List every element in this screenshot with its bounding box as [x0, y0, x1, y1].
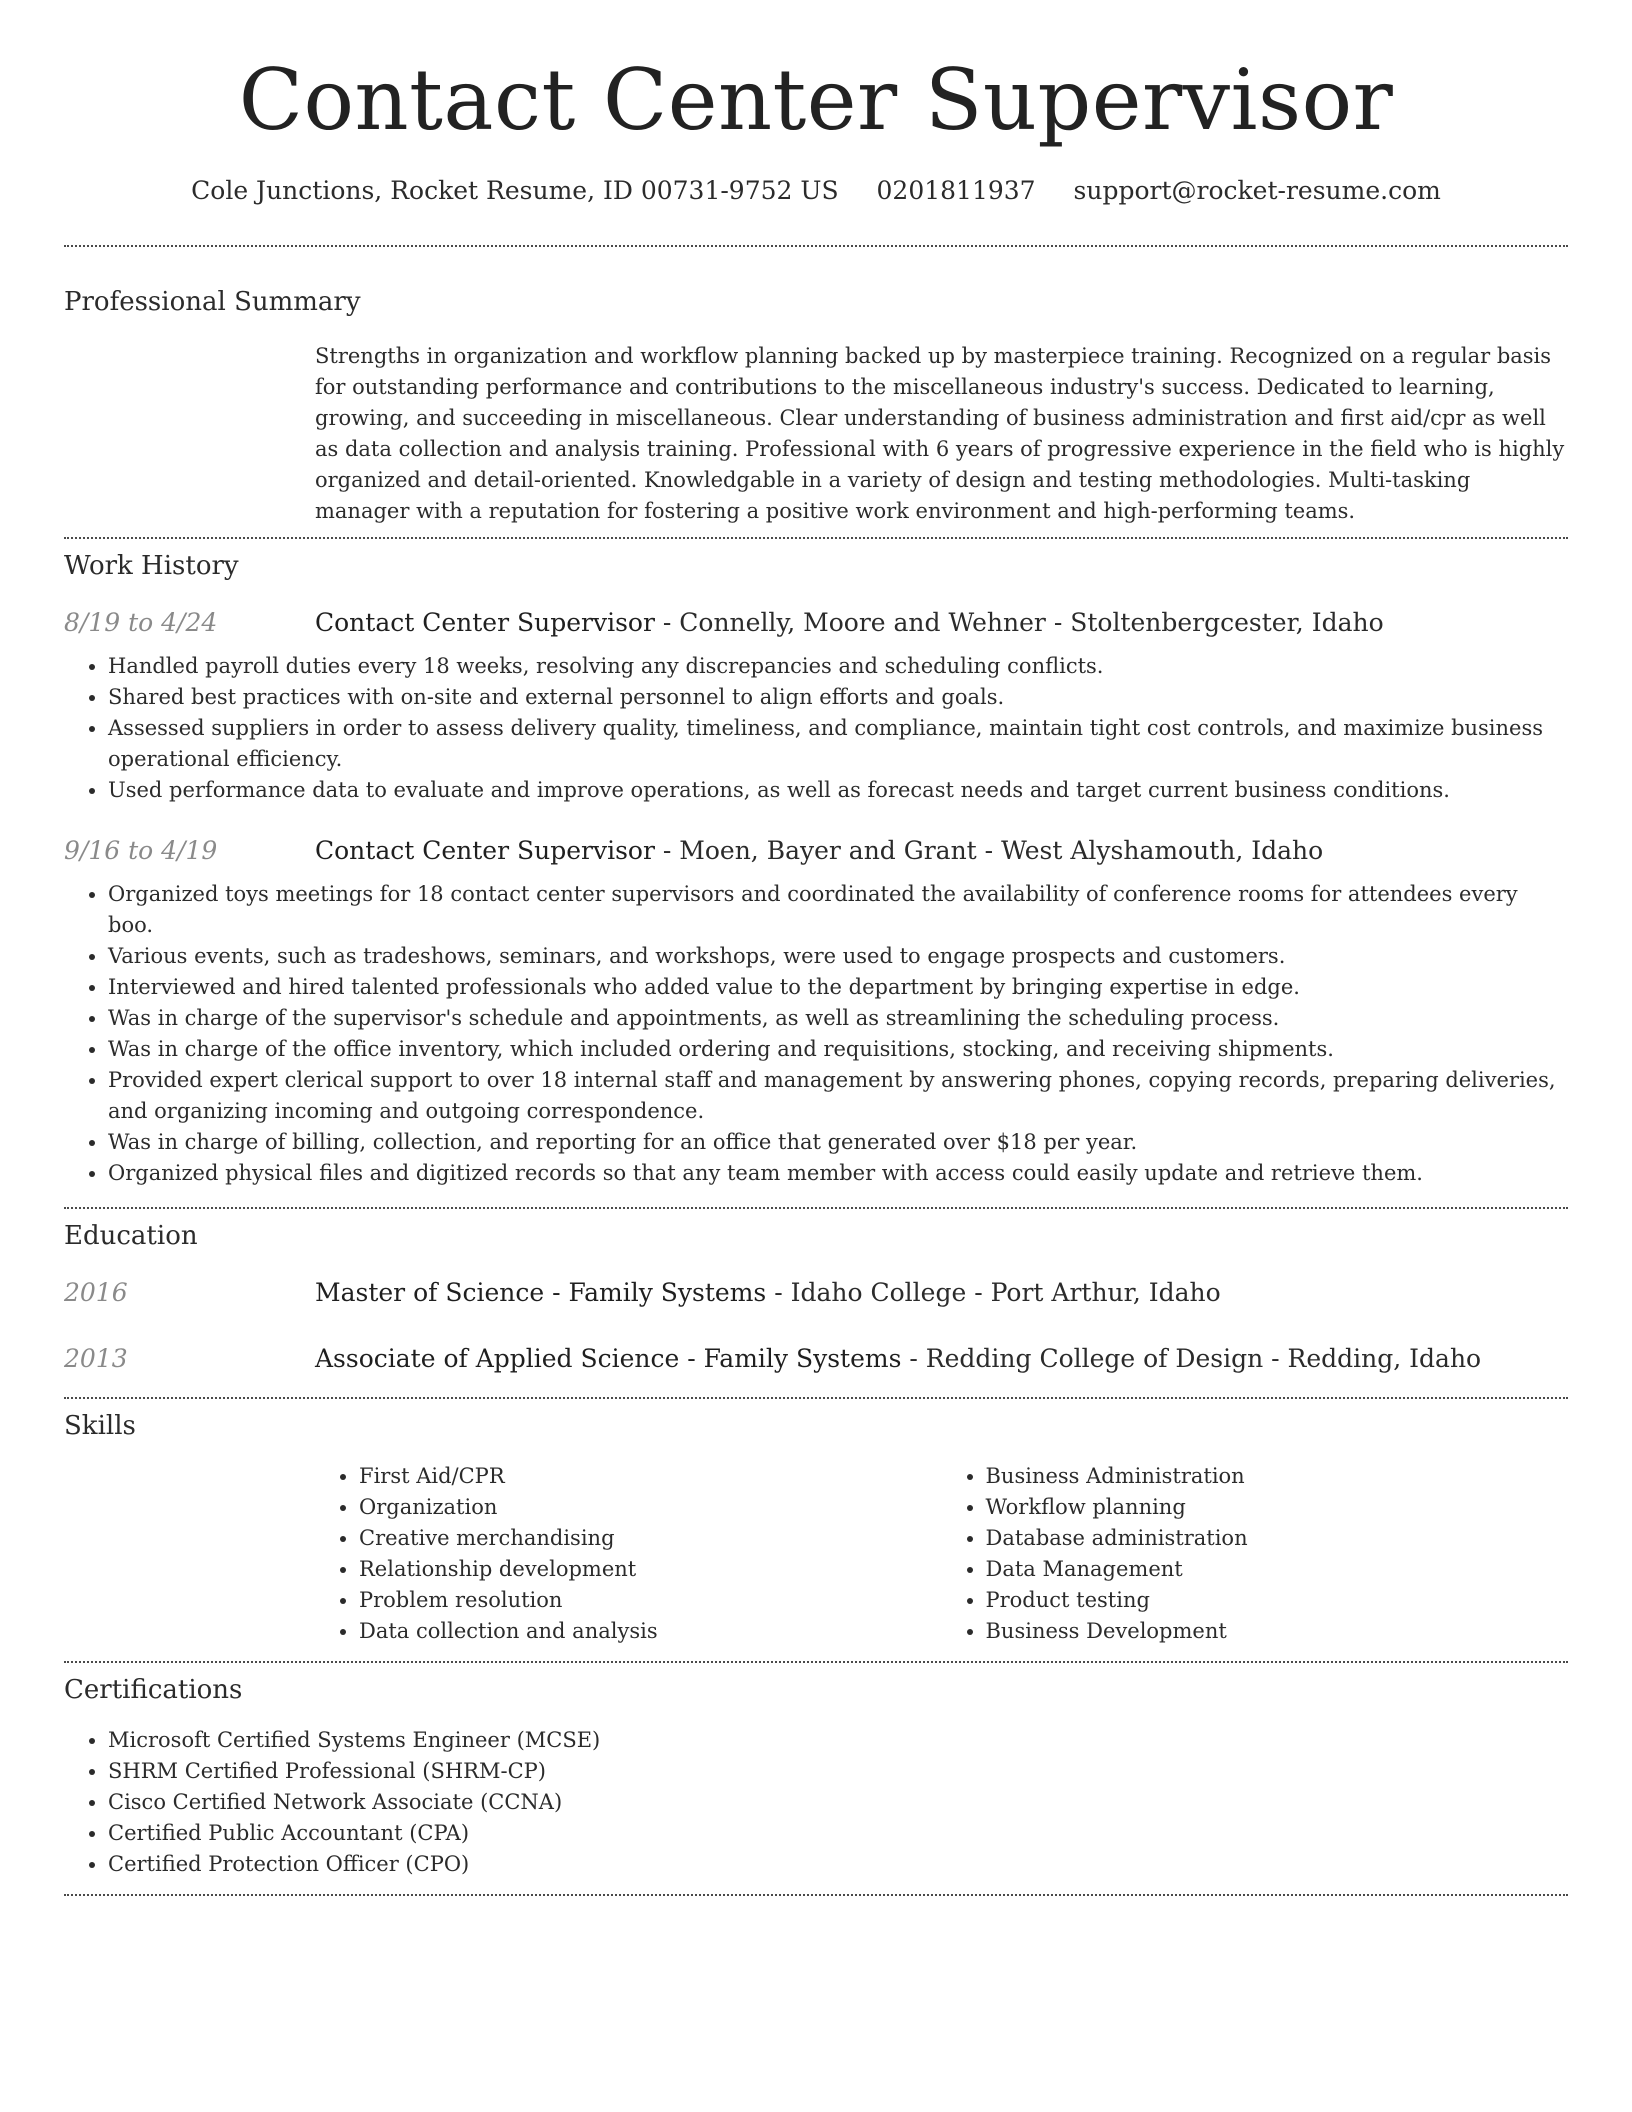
- job-heading: [315, 608, 1568, 637]
- job-heading: [315, 836, 1568, 865]
- education-year: 2013: [64, 1344, 128, 1373]
- skill-item: • Business Development: [986, 1616, 1569, 1647]
- education-degree: Master of Science - Family Systems: [315, 1278, 767, 1307]
- job-dates: 9/16 to 4/19: [64, 836, 218, 865]
- education-school: - Redding College of Design - Redding, Idaho: [901, 1344, 1482, 1373]
- job-entry: [64, 836, 1568, 1189]
- summary-title: Professional Summary: [64, 287, 361, 317]
- skill-item: • Problem resolution: [359, 1585, 942, 1616]
- skill-item: • Business Administration: [986, 1461, 1569, 1492]
- list-item: • Provided expert clerical support to over 18 internal staff and management by answering phones, copying records, preparing deliveries, and organizing incoming and outgoing correspondence.: [108, 1065, 1568, 1127]
- job-dates: 8/19 to 4/24: [64, 608, 218, 637]
- job-role: Contact Center Supervisor: [315, 836, 655, 865]
- list-item: • Used performance data to evaluate and improve operations, as well as forecast needs and target current business conditions.: [108, 775, 1568, 806]
- certification-item: • Cisco Certified Network Associate (CCNA): [108, 1787, 1568, 1818]
- work-history-title: Work History: [64, 551, 239, 581]
- list-item: • Various events, such as tradeshows, seminars, and workshops, were used to engage prospects and customers.: [108, 941, 1568, 972]
- contact-line: [64, 176, 1568, 205]
- skills-grid: [315, 1461, 1568, 1647]
- job-duties: [64, 651, 1568, 806]
- candidate-name: Contact Center Supervisor: [238, 51, 1394, 149]
- education-heading: [315, 1278, 1568, 1307]
- skills-column-left: [315, 1461, 942, 1647]
- education-entry: [64, 1278, 1568, 1307]
- skill-item: • Database administration: [986, 1523, 1569, 1554]
- education-heading: [315, 1344, 1568, 1373]
- certifications-list: [64, 1725, 1568, 1880]
- job-employer: - Connelly, Moore and Wehner - Stoltenbergcester, Idaho: [654, 608, 1384, 637]
- list-item: • Assessed suppliers in order to assess delivery quality, timeliness, and compliance, maintain tight cost controls, and maximize business operational efficiency.: [108, 713, 1568, 775]
- certifications-section: [64, 1663, 1568, 1880]
- list-item: • Shared best practices with on-site and external personnel to align efforts and goals.: [108, 682, 1568, 713]
- education-entry: [64, 1344, 1568, 1373]
- job-role: Contact Center Supervisor: [315, 608, 655, 637]
- skill-item: • Relationship development: [359, 1554, 942, 1585]
- skill-item: • Workflow planning: [986, 1492, 1569, 1523]
- skills-title: Skills: [64, 1411, 136, 1441]
- skills-section: [64, 1399, 1568, 1647]
- skill-item: • Data collection and analysis: [359, 1616, 942, 1647]
- list-item: • Was in charge of the supervisor's schedule and appointments, as well as streamlining the scheduling process.: [108, 1003, 1568, 1034]
- skills-column-right: [942, 1461, 1569, 1647]
- certification-item: • Microsoft Certified Systems Engineer (MCSE): [108, 1725, 1568, 1756]
- job-duties: [64, 879, 1568, 1189]
- certifications-title: Certifications: [64, 1675, 243, 1705]
- summary-text: Strengths in organization and workflow planning backed up by masterpiece training. Recognized on a regular basis for outstanding performance and contributions to the miscellaneous industry's success. Dedicated to learning, growing, and succeeding in miscellaneous. Clear understanding of business administration and first aid/cpr as well as data collection and analysis training. Professional with 6 years of progressive experience in the field who is highly organized and detail-oriented. Knowledgable in a variety of design and testing methodologies. Multi-tasking manager with a reputation for fostering a positive work environment and high-performing teams.: [315, 344, 1565, 523]
- contact-phone: 0201811937: [876, 176, 1036, 205]
- contact-email: support@rocket-resume.com: [1073, 176, 1441, 205]
- list-item: • Handled payroll duties every 18 weeks, resolving any discrepancies and scheduling conflicts.: [108, 651, 1568, 682]
- skill-item: • First Aid/CPR: [359, 1461, 942, 1492]
- skill-item: • Creative merchandising: [359, 1523, 942, 1554]
- skill-item: • Data Management: [986, 1554, 1569, 1585]
- work-history-section: [64, 539, 1568, 1189]
- education-title: Education: [64, 1221, 198, 1251]
- list-item: • Was in charge of the office inventory, which included ordering and requisitions, stocking, and receiving shipments.: [108, 1034, 1568, 1065]
- summary-section: [64, 247, 1568, 527]
- contact-address: Cole Junctions, Rocket Resume, ID 00731-9752 US: [191, 176, 839, 205]
- skill-item: • Organization: [359, 1492, 942, 1523]
- education-school: - Idaho College - Port Arthur, Idaho: [766, 1278, 1221, 1307]
- job-entry: [64, 608, 1568, 806]
- certification-item: • Certified Protection Officer (CPO): [108, 1849, 1568, 1880]
- list-item: • Organized physical files and digitized records so that any team member with access could easily update and retrieve them.: [108, 1158, 1568, 1189]
- list-item: • Organized toys meetings for 18 contact center supervisors and coordinated the availability of conference rooms for attendees every boo.: [108, 879, 1568, 941]
- section-divider: [64, 1894, 1568, 1896]
- education-section: [64, 1209, 1568, 1373]
- education-year: 2016: [64, 1278, 128, 1307]
- certification-item: • Certified Public Accountant (CPA): [108, 1818, 1568, 1849]
- skill-item: • Product testing: [986, 1585, 1569, 1616]
- job-employer: - Moen, Bayer and Grant - West Alyshamouth, Idaho: [654, 836, 1324, 865]
- certification-item: • SHRM Certified Professional (SHRM-CP): [108, 1756, 1568, 1787]
- education-degree: Associate of Applied Science - Family Systems: [315, 1344, 902, 1373]
- list-item: • Was in charge of billing, collection, and reporting for an office that generated over $18 per year.: [108, 1127, 1568, 1158]
- list-item: • Interviewed and hired talented professionals who added value to the department by bringing expertise in edge.: [108, 972, 1568, 1003]
